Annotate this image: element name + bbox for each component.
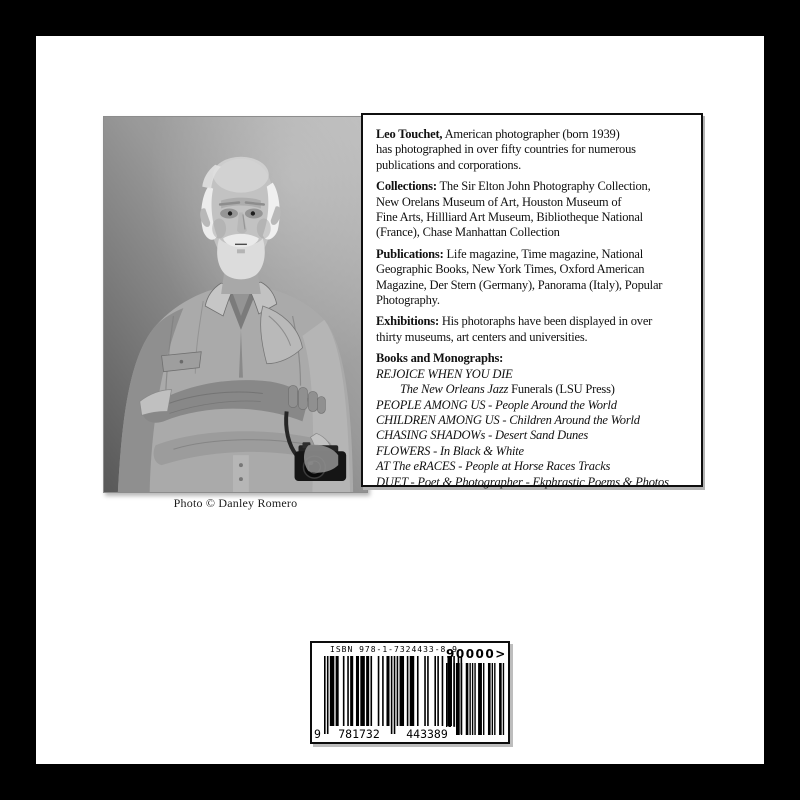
about-box — [361, 113, 703, 487]
book-title: REJOICE WHEN YOU DIE — [376, 366, 513, 381]
book-title: AT The eRACES - People at Horse Races Tracks — [376, 459, 611, 474]
isbn-label: ISBN 978-1-7324433-8-9 — [330, 645, 458, 654]
photo-credit: Photo © Danley Romero — [173, 496, 298, 510]
publications-paragraph: Publications: Life magazine, Time magazine, National Geographic Books, New York Times, Oxford American Magazine, Der Stern (Germany), Panorama (Italy), Popular Photography. — [376, 246, 663, 308]
book-title: CHILDREN AMONG US - Children Around the World — [376, 412, 640, 427]
book-title: CHASING SHADOWs - Desert Sand Dunes — [376, 428, 589, 443]
supplement-value: 90000> — [446, 647, 507, 661]
collections-lead: Collections: — [376, 179, 437, 194]
book-title: FLOWERS - In Black & White — [376, 443, 524, 458]
exhibitions-lead: Exhibitions: — [376, 314, 439, 329]
bio-lead: Leo Touchet, — [376, 127, 443, 141]
book-title: The New Orleans Jazz Funerals (LSU Press) — [400, 382, 615, 397]
ean-digits: 9 781732 443389 — [312, 727, 464, 741]
barcode-box — [310, 641, 510, 744]
portrait-illustration — [104, 117, 367, 492]
books-heading: Books and Monographs: — [376, 351, 504, 366]
portrait-photo — [103, 116, 368, 493]
book-title: PEOPLE AMONG US - People Around the World — [376, 397, 617, 412]
collections-paragraph: Collections: The Sir Elton John Photography Collection, New Orelans Museum of Art, Houston Museum of Fine Arts, Hillliard Art Museum, Bibliotheque National (France), Chase Manhattan Collection — [376, 179, 651, 240]
books-section — [376, 351, 693, 490]
book-title: DUET - Poet & Photographer - Ekphrastic Poems & Photos — [376, 474, 669, 489]
bio-paragraph: Leo Touchet, American photographer (born 1939) has photographed in over fifty countries for numerous publications and corporations. — [376, 127, 636, 172]
publications-lead: Publications: — [376, 246, 444, 261]
exhibitions-paragraph: Exhibitions: His photoraphs have been displayed in over thirty museums, art centers and universities. — [376, 314, 653, 344]
